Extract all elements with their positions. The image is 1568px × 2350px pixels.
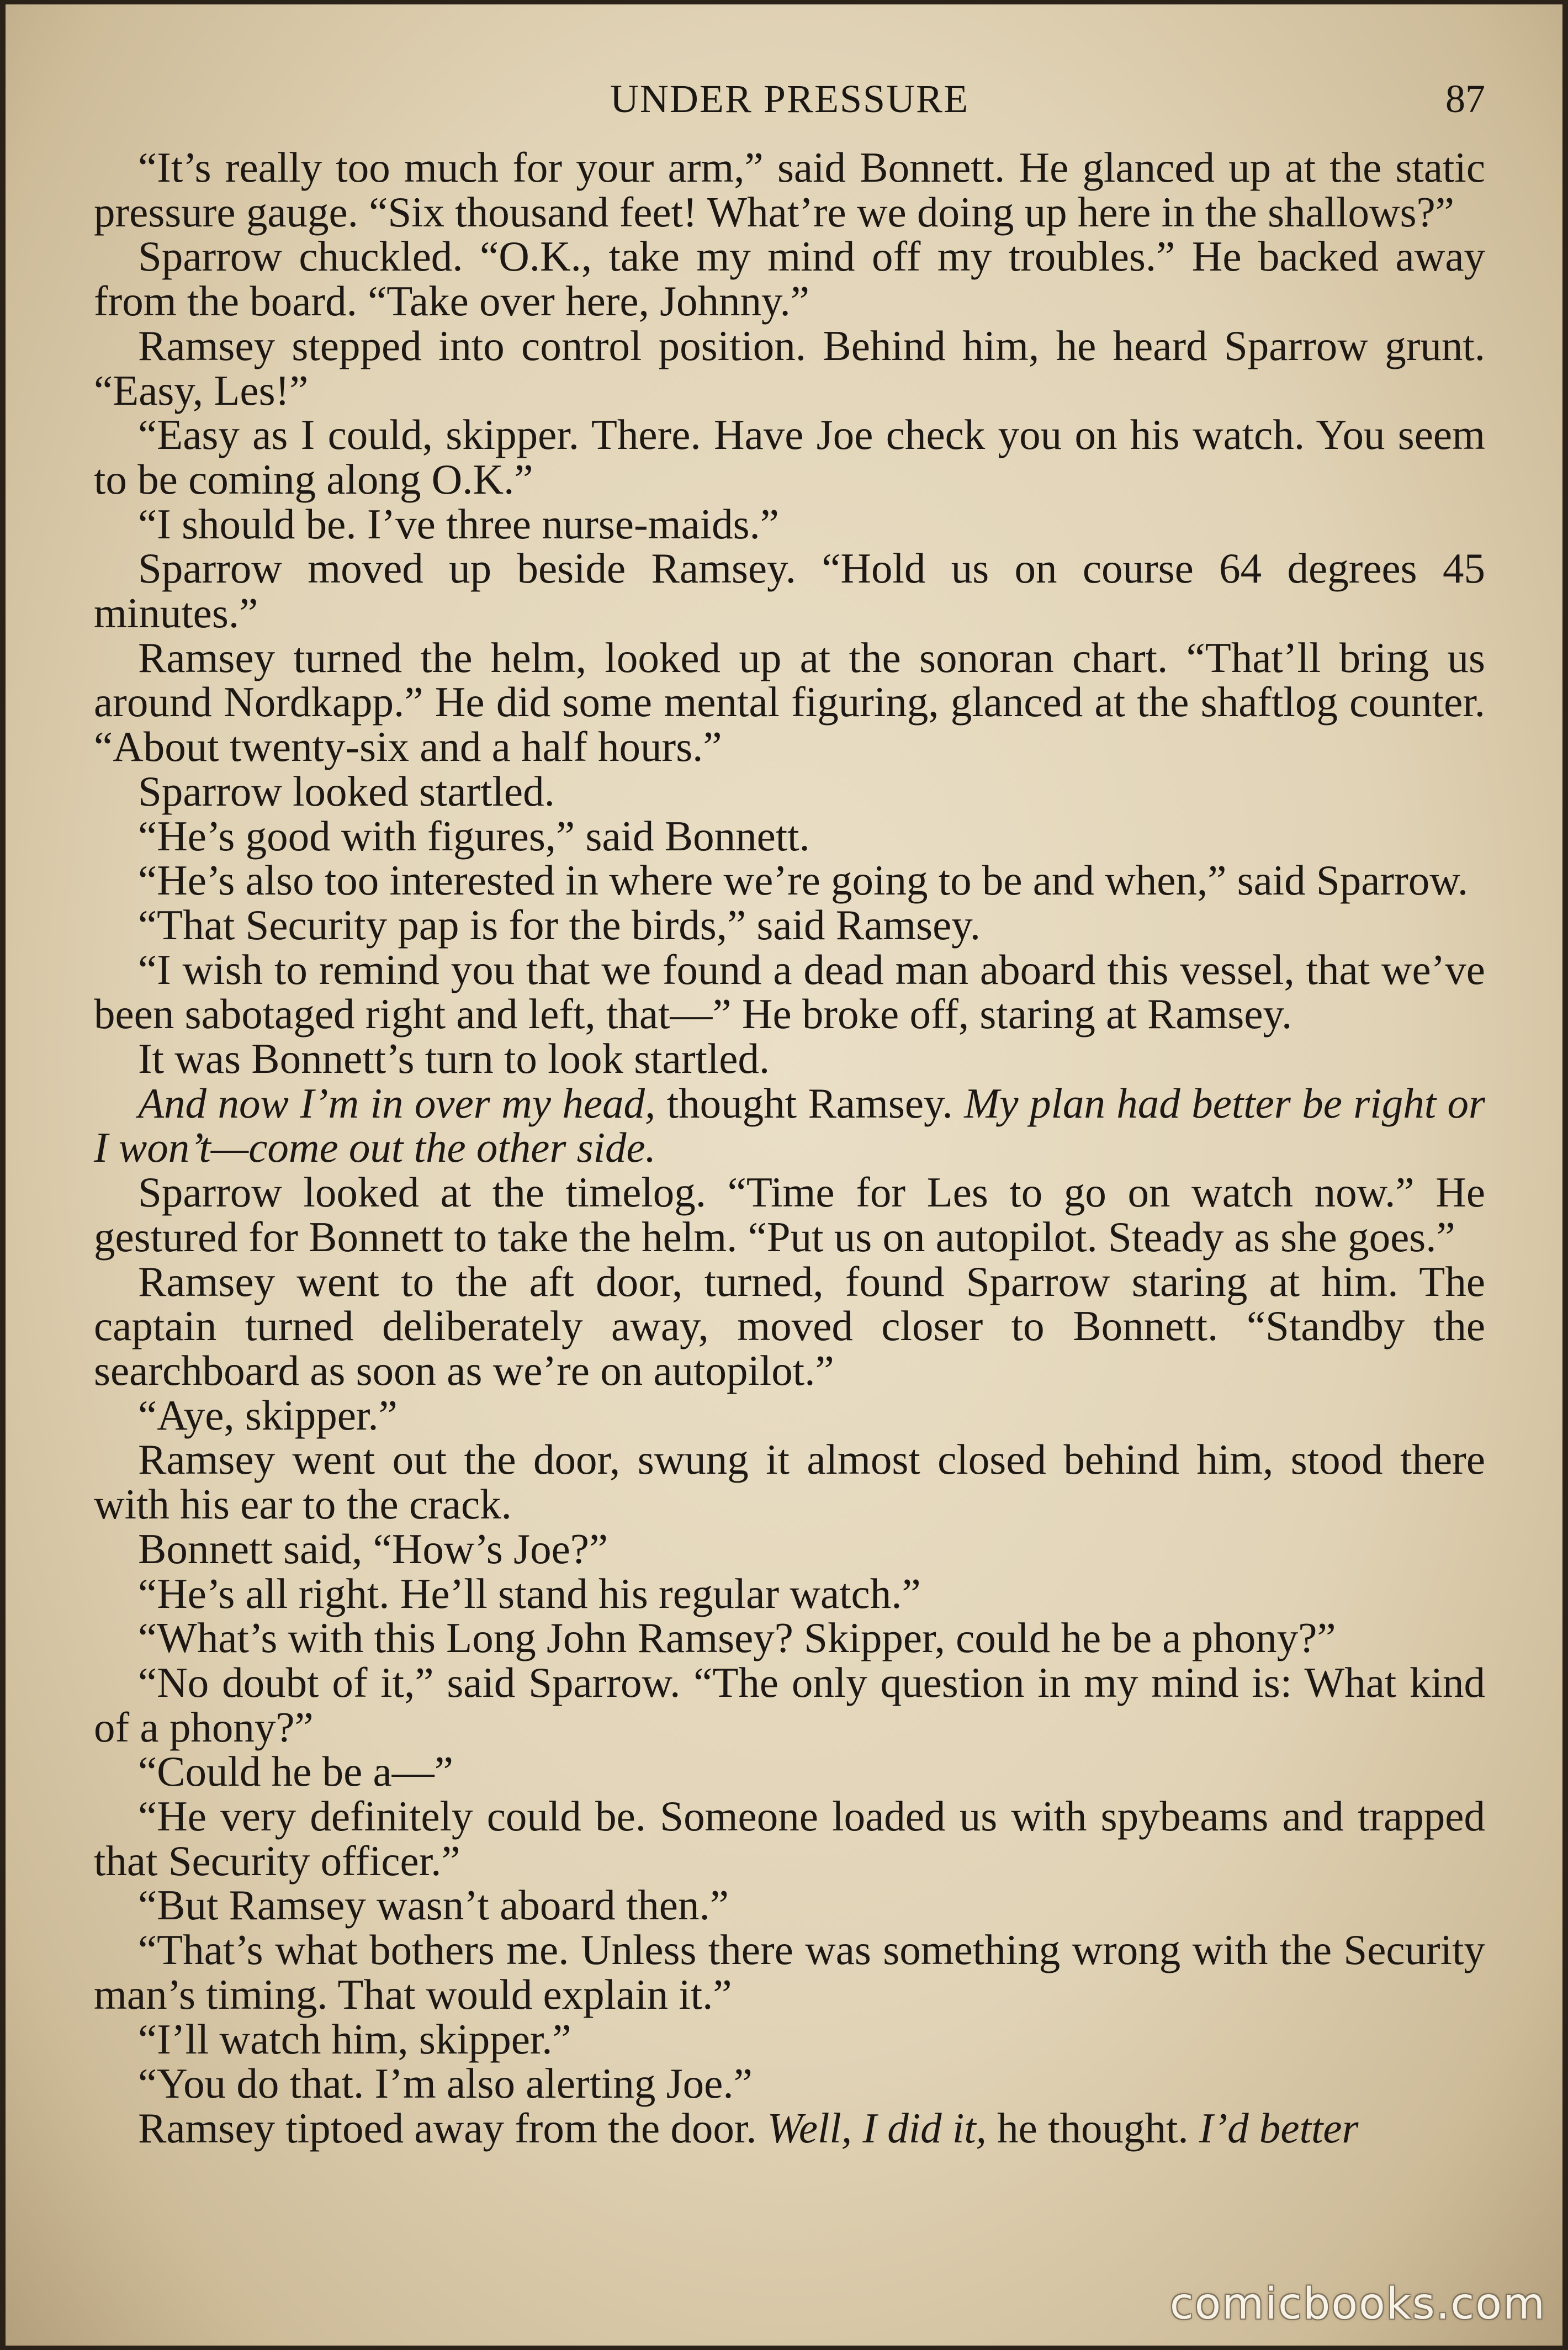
text-run: “Easy as I could, skipper. There. Have Joe check you on his watch. You seem to be coming along O.K.” xyxy=(94,411,1485,503)
text-run: “But Ramsey wasn’t aboard then.” xyxy=(138,1881,729,1929)
text-run: Sparrow moved up beside Ramsey. “Hold us on course 64 degrees 45 minutes.” xyxy=(94,544,1485,637)
paragraph xyxy=(94,1527,1485,1571)
paragraph xyxy=(94,1660,1485,1749)
text-run: Ramsey stepped into control position. Behind him, he heard Sparrow grunt. “Easy, Les!” xyxy=(94,321,1485,414)
text-run: “Could he be a—” xyxy=(138,1748,453,1796)
paragraph xyxy=(94,145,1485,234)
text-run: Sparrow looked at the timelog. “Time for Les to go on watch now.” He gestured for Bonnett to take the helm. “Put us on autopilot. Steady as she goes.” xyxy=(94,1168,1485,1261)
text-run: Ramsey turned the helm, looked up at the sonoran chart. “That’ll bring us around Nordkapp.” He did some mental figuring, glanced at the shaftlog counter. “About twenty-six and a half hours.” xyxy=(94,633,1485,771)
paragraph xyxy=(94,1170,1485,1259)
text-run: “It’s really too much for your arm,” said Bonnett. He glanced up at the static pressure gauge. “Six thousand feet! What’re we doing up here in the shallows?” xyxy=(94,144,1485,236)
paragraph xyxy=(94,814,1485,859)
paragraph xyxy=(94,1393,1485,1438)
paragraph xyxy=(94,412,1485,501)
paragraph xyxy=(94,945,1485,1038)
paragraph xyxy=(94,1437,1485,1526)
text-run: “You do that. I’m also alerting Joe.” xyxy=(138,2060,753,2108)
paragraph xyxy=(94,2017,1485,2062)
paragraph xyxy=(94,321,1485,414)
text-run: Bonnett said, “How’s Joe?” xyxy=(138,1525,608,1573)
paragraph xyxy=(94,1616,1485,1660)
italic-text: And now I’m in over my head, xyxy=(138,1079,656,1127)
paragraph xyxy=(94,769,1485,814)
book-page xyxy=(6,4,1562,2346)
text-run: thought Ramsey. xyxy=(655,1079,965,1127)
body-text xyxy=(94,145,1485,2151)
paragraph xyxy=(94,633,1485,771)
text-run: “No doubt of it,” said Sparrow. “The only question in my mind is: What kind of a phony?” xyxy=(94,1658,1485,1751)
text-run: It was Bonnett’s turn to look startled. xyxy=(138,1035,770,1083)
italic-text: My plan had better be right or I won’t—come out the other side. xyxy=(94,1079,1485,1172)
paragraph xyxy=(94,1928,1485,2016)
page-number: 87 xyxy=(1445,77,1485,121)
text-run: Ramsey went to the aft door, turned, found Sparrow staring at him. The captain turned deliberately away, moved closer to Bonnett. “Standby the searchboard as soon as we’re on autopilot.” xyxy=(94,1257,1485,1394)
text-run: “He’s good with figures,” said Bonnett. xyxy=(138,812,810,860)
text-run: “I wish to remind you that we found a dead man aboard this vessel, that we’ve been sabotaged right and left, that—” He broke off, staring at Ramsey. xyxy=(94,945,1485,1038)
paragraph xyxy=(94,234,1485,323)
text-run: he thought. xyxy=(986,2104,1199,2152)
paragraph xyxy=(94,1883,1485,1928)
italic-text: Well, I did it, xyxy=(767,2104,987,2152)
paragraph xyxy=(94,2106,1485,2151)
watermark: comicbooks.com xyxy=(1169,2279,1546,2329)
text-run: Ramsey went out the door, swung it almost closed behind him, stood there with his ear to the crack. xyxy=(94,1436,1485,1528)
text-run: Ramsey tiptoed away from the door. xyxy=(138,2104,767,2152)
text-run: “He’s all right. He’ll stand his regular watch.” xyxy=(138,1569,921,1617)
text-run: “He’s also too interested in where we’re going to be and when,” said Sparrow. xyxy=(138,856,1469,904)
paragraph xyxy=(94,1794,1485,1883)
paragraph xyxy=(94,502,1485,547)
text-run: “That Security pap is for the birds,” said Ramsey. xyxy=(138,901,981,949)
text-run: “He very definitely could be. Someone loaded us with spybeams and trapped that Security officer.” xyxy=(94,1792,1485,1885)
paragraph xyxy=(94,1749,1485,1794)
text-run: “What’s with this Long John Ramsey? Skipper, could he be a phony?” xyxy=(138,1614,1336,1662)
page-header xyxy=(94,76,1485,137)
paragraph xyxy=(94,1571,1485,1616)
paragraph xyxy=(94,1259,1485,1393)
paragraph xyxy=(94,546,1485,635)
paragraph xyxy=(94,1081,1485,1170)
running-head: UNDER PRESSURE xyxy=(610,77,970,121)
text-run: “Aye, skipper.” xyxy=(138,1391,398,1439)
text-run: “I’ll watch him, skipper.” xyxy=(138,2015,571,2063)
paragraph xyxy=(94,2061,1485,2106)
text-run: “That’s what bothers me. Unless there was something wrong with the Security man’s timing. That would explain it.” xyxy=(94,1926,1485,2018)
text-run: “I should be. I’ve three nurse-maids.” xyxy=(138,500,779,548)
italic-text: I’d better xyxy=(1199,2104,1359,2152)
text-run: Sparrow looked startled. xyxy=(138,767,555,815)
paragraph xyxy=(94,1036,1485,1081)
text-run: Sparrow chuckled. “O.K., take my mind off my troubles.” He backed away from the board. “Take over here, Johnny.” xyxy=(94,232,1485,325)
paragraph xyxy=(94,903,1485,948)
paragraph xyxy=(94,858,1485,903)
